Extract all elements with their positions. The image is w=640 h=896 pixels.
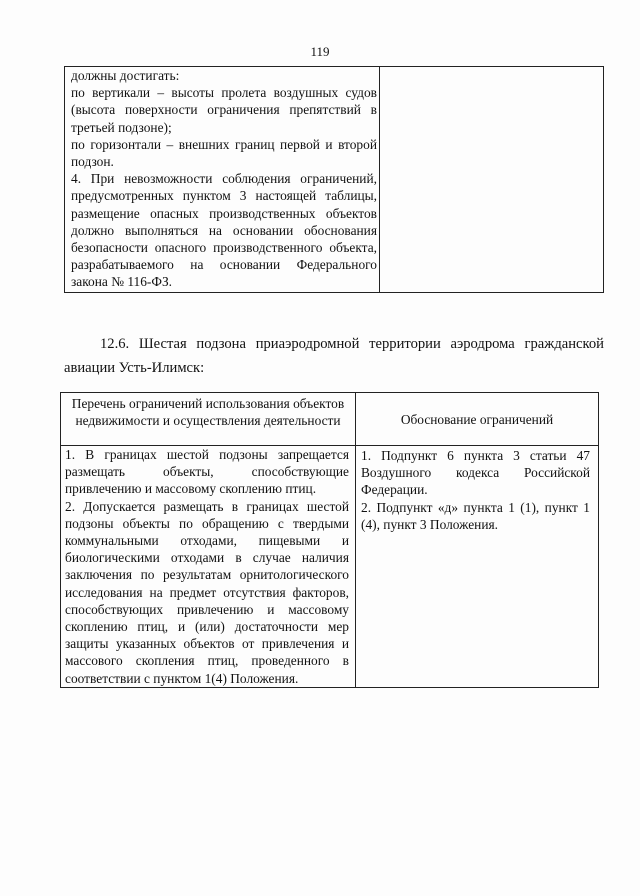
paragraph: 1. В границах шестой подзоны запрещается размещать объекты, способствующие привлечению и массовому скоплению птиц. [65, 447, 349, 497]
sixth-subzone-table [60, 392, 599, 688]
paragraph: должны достигать: [71, 68, 180, 83]
restrictions-cell [61, 446, 356, 688]
justification-cell [380, 67, 604, 293]
paragraph: 1. Подпункт 6 пункта 3 статьи 47 Воздушного кодекса Российской Федерации. [361, 448, 590, 498]
table-row [65, 67, 604, 293]
paragraph: 2. Подпункт «д» пункта 1 (1), пункт 1 (4), пункт 3 Положения. [361, 499, 590, 532]
header-restrictions: Перечень ограничений использования объектов недвижимости и осуществления деятельности [61, 393, 356, 446]
paragraph: 2. Допускается размещать в границах шестой подзоны объекты по обращению с твердыми коммунальными отходами, пищевыми и биологическими отходами в случае наличия заключения по результатам орнитологического исследования на предмет отсутствия факторов, способствующих привлечению и массовому скоплению птиц, и (или) достаточности мер защиты указанных объектов от привлечения и массового скопления птиц, проведенного в соответствии с пунктом 1(4) Положения. [65, 498, 349, 686]
page-number: 119 [310, 44, 330, 59]
header-justification: Обоснование ограничений [356, 393, 599, 446]
table-row [61, 446, 599, 688]
continued-restrictions-table [64, 66, 604, 293]
table-header-row [61, 393, 599, 446]
section-heading-text: 12.6. Шестая подзона приаэродромной территории аэродрома гражданской авиации Усть-Илимск: [64, 336, 604, 376]
paragraph: по горизонтали – внешних границ первой и второй подзон. [71, 136, 377, 170]
section-heading [64, 332, 604, 380]
justification-text [380, 67, 603, 68]
justification-cell [356, 446, 599, 688]
paragraph: 4. При невозможности соблюдения ограничений, предусмотренных пунктом 3 настоящей таблицы, размещение опасных производственных объектов должно выполняться на основании обоснования безопасности опасного производственного объекта, разрабатываемого на основании Федерального закона № 116-ФЗ. [71, 171, 377, 290]
restrictions-cell [65, 67, 380, 293]
paragraph: по вертикали – высоты пролета воздушных судов (высота поверхности ограничения препятствий в третьей подзоне); [71, 85, 377, 135]
